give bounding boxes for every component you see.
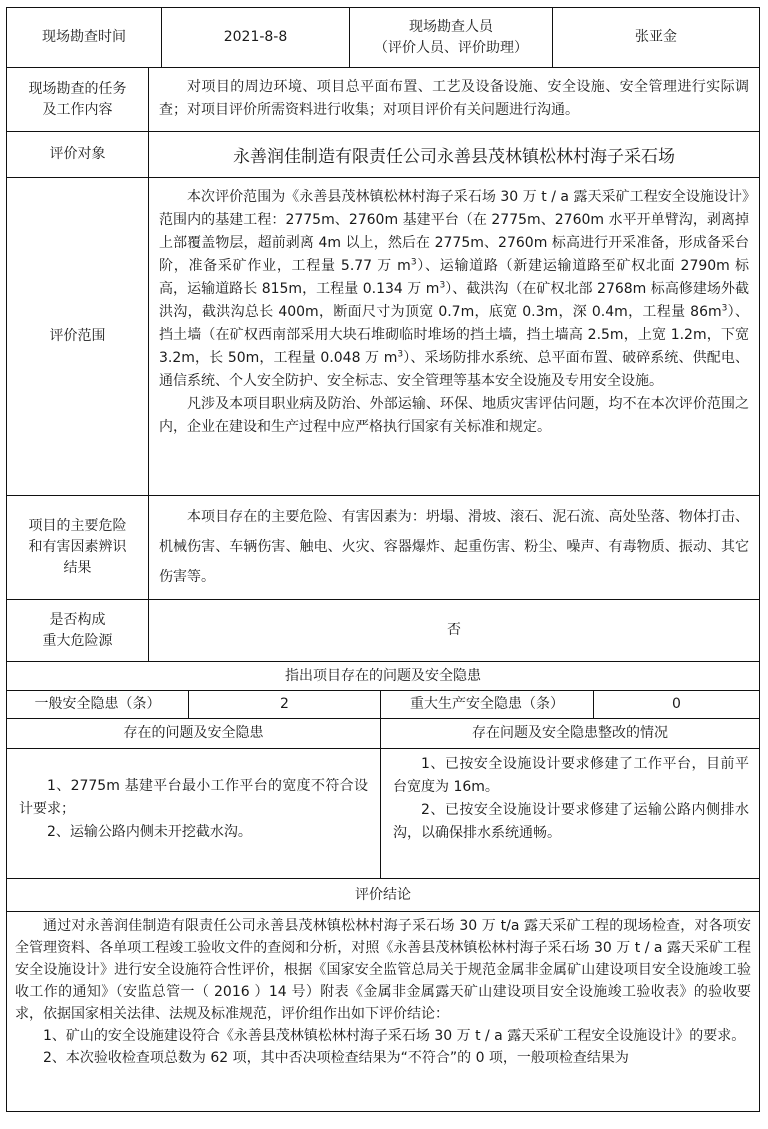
rectification-item-1: 1、已按安全设施设计要求修建了工作平台，目前平台宽度为 16m。 bbox=[393, 756, 749, 795]
hazard-label bbox=[7, 496, 149, 599]
major-hazard-label-line2: 重大危险源 bbox=[42, 632, 113, 649]
scope-p1-sup1: 3 bbox=[410, 257, 417, 268]
conclusion-title: 评价结论 bbox=[355, 886, 411, 903]
general-hazard-count-label-text: 一般安全隐患（条） bbox=[34, 696, 161, 712]
major-hazard-label-line1: 是否构成 bbox=[49, 611, 106, 628]
major-hazard-value-text: 否 bbox=[447, 622, 461, 638]
major-hazard-value bbox=[149, 600, 759, 661]
scope-row bbox=[7, 178, 759, 496]
conclusion-body bbox=[7, 912, 759, 1111]
issues-title: 指出项目存在的问题及安全隐患 bbox=[285, 667, 481, 684]
survey-staff-value-text: 张亚金 bbox=[635, 29, 677, 45]
object-label-text: 评价对象 bbox=[49, 146, 106, 162]
major-hazard-row bbox=[7, 600, 759, 662]
survey-time-label bbox=[7, 8, 162, 67]
scope-label bbox=[7, 178, 149, 495]
hazard-label-line1: 项目的主要危险 bbox=[28, 518, 127, 534]
major-hazard-label bbox=[7, 600, 149, 661]
task-label bbox=[7, 68, 149, 131]
conclusion-paragraph-3: 2、本次验收检查项总数为 62 项，其中否决项检查结果为“不符合”的 0 项，一般项检查结果为 bbox=[43, 1050, 629, 1066]
general-hazard-count-text: 2 bbox=[280, 696, 289, 712]
issues-header-row bbox=[7, 719, 759, 749]
issues-count-row bbox=[7, 691, 759, 719]
general-hazard-count bbox=[189, 691, 381, 718]
task-content bbox=[149, 68, 759, 131]
issues-right-header bbox=[381, 719, 759, 748]
scope-p1-sup3: 3 bbox=[721, 303, 728, 314]
conclusion-body-row bbox=[7, 912, 759, 1111]
issues-title-row bbox=[7, 662, 759, 691]
hazard-label-line2: 和有害因素辨识 bbox=[28, 539, 127, 555]
scope-p1-d: ）、挡土墙（在矿权西南部采用大块石堆砌临时堆场的挡土墙，挡土墙高 2.5m，上宽 1.2m，下宽 3.2m，长 50m，工程量 0.048 万 m bbox=[159, 304, 749, 366]
major-hazard-count-label bbox=[381, 691, 594, 718]
object-label bbox=[7, 132, 149, 177]
major-hazard-count bbox=[594, 691, 759, 718]
task-row bbox=[7, 68, 759, 132]
conclusion-paragraph-2: 1、矿山的安全设施建设符合《永善县茂林镇松林村海子采石场 30 万 t / a 露天采矿工程安全设施设计》的要求。 bbox=[43, 1028, 746, 1044]
survey-staff-label-line1: 现场勘查人员 bbox=[409, 18, 493, 35]
object-value bbox=[149, 132, 759, 177]
task-label-line2: 及工作内容 bbox=[42, 101, 113, 118]
scope-p1-e: ）、采场防排水系统、总平面布置、破碎系统、供配电、通信系统、个人安全防护、安全标志、安全管理等基本安全设施及专用安全设施。 bbox=[159, 350, 749, 389]
hazard-label-line3: 结果 bbox=[63, 560, 92, 576]
major-hazard-count-text: 0 bbox=[672, 696, 681, 712]
survey-staff-label bbox=[350, 8, 553, 67]
general-hazard-count-label bbox=[7, 691, 189, 718]
task-content-text: 对项目的周边环境、项目总平面布置、工艺及设备设施、安全设施、安全管理进行实际调查；对项目评价所需资料进行收集；对项目评价有关问题进行沟通。 bbox=[159, 79, 749, 118]
scope-paragraph-2: 凡涉及本项目职业病及防治、外部运输、环保、地质灾害评估问题，均不在本次评价范围之内，企业在建设和生产过程中应严格执行国家有关标准和规定。 bbox=[159, 396, 749, 435]
issues-content-row bbox=[7, 749, 759, 879]
issue-item-1: 1、2775m 基建平台最小工作平台的宽度不符合设计要求； bbox=[19, 778, 368, 817]
hazard-content-text: 本项目存在的主要危险、有害因素为：坍塌、滑坡、滚石、泥石流、高处坠落、物体打击、机械伤害、车辆伤害、触电、火灾、容器爆炸、起重伤害、粉尘、噪声、有毒物质、振动、其它伤害等。 bbox=[159, 509, 749, 585]
scope-p1-sup2: 3 bbox=[439, 280, 446, 291]
scope-p1-c: ）、截洪沟（在矿权北部 2768m 标高修建场外截洪沟，截洪沟总长 400m，断面尺寸为顶宽 0.7m，底宽 0.3m，深 0.4m，工程量 86m bbox=[159, 281, 749, 320]
object-value-text: 永善润佳制造有限责任公司永善县茂林镇松林村海子采石场 bbox=[233, 147, 675, 167]
rectification-list bbox=[381, 749, 759, 878]
issues-left-header-text: 存在的问题及安全隐患 bbox=[123, 725, 264, 741]
issues-right-header-text: 存在问题及安全隐患整改的情况 bbox=[472, 725, 668, 741]
issues-left-header bbox=[7, 719, 381, 748]
scope-p1-b: ）、运输道路（新建运输道路至矿权北面 2790m 标高，运输道路长 815m，工程量 0.134 万 m bbox=[159, 258, 749, 297]
conclusion-paragraph-1: 通过对永善润佳制造有限责任公司永善县茂林镇松林村海子采石场 30 万 t/a 露天采矿工程的现场检查，对各项安全管理资料、各单项工程竣工验收文件的查阅和分析，对照《永善县茂林镇松林村海子采石场 30 万 t / a 露天采矿工程安全设施设计》进行安全设施符合性评价，根据《国家安全监管总局关于规范金属非金属矿山建设项目安全设施竣工验收工作的通知》（安监总管一（ 2016 ）14 号）附表《金属非金属露天矿山建设项目安全设施竣工验收表》的验收要求，依据国家相关法律、法规及标准规范，评价组作出如下评价结论： bbox=[15, 918, 751, 1022]
object-row bbox=[7, 132, 759, 178]
evaluation-form bbox=[6, 7, 760, 1112]
survey-time-label-text: 现场勘查时间 bbox=[42, 29, 126, 45]
survey-staff-label-line2: （评价人员、评价助理） bbox=[374, 39, 528, 56]
survey-time-value bbox=[162, 8, 350, 67]
scope-paragraph-1 bbox=[159, 186, 749, 393]
survey-staff-value bbox=[553, 8, 759, 67]
survey-time-value-text: 2021-8-8 bbox=[223, 29, 288, 45]
issue-item-2: 2、运输公路内侧未开挖截水沟。 bbox=[47, 824, 252, 840]
issues-list bbox=[7, 749, 381, 878]
hazard-content bbox=[149, 496, 759, 599]
rectification-item-2: 2、已按安全设施设计要求修建了运输公路内侧排水沟，以确保排水系统通畅。 bbox=[393, 802, 749, 841]
scope-p1-sup4: 3 bbox=[397, 349, 404, 360]
task-label-line1: 现场勘查的任务 bbox=[28, 80, 127, 97]
hazard-row bbox=[7, 496, 759, 600]
scope-p1-a: 本次评价范围为《永善县茂林镇松林村海子采石场 30 万 t / a 露天采矿工程安全设施设计》范围内的基建工程：2775m、2760m 基建平台（在 2775m、2760m 水平开单臂沟，剥离掉上部覆盖物层，超前剥离 4m 以上，然后在 2775m、2760m 标高进行开采准备，形成备采台阶，准备采矿作业，工程量 5.77 万 m bbox=[159, 189, 749, 274]
scope-content bbox=[149, 178, 759, 495]
major-hazard-count-label-text: 重大生产安全隐患（条） bbox=[410, 696, 564, 712]
scope-label-text: 评价范围 bbox=[49, 328, 106, 344]
conclusion-title-row bbox=[7, 879, 759, 912]
header-row bbox=[7, 8, 759, 68]
